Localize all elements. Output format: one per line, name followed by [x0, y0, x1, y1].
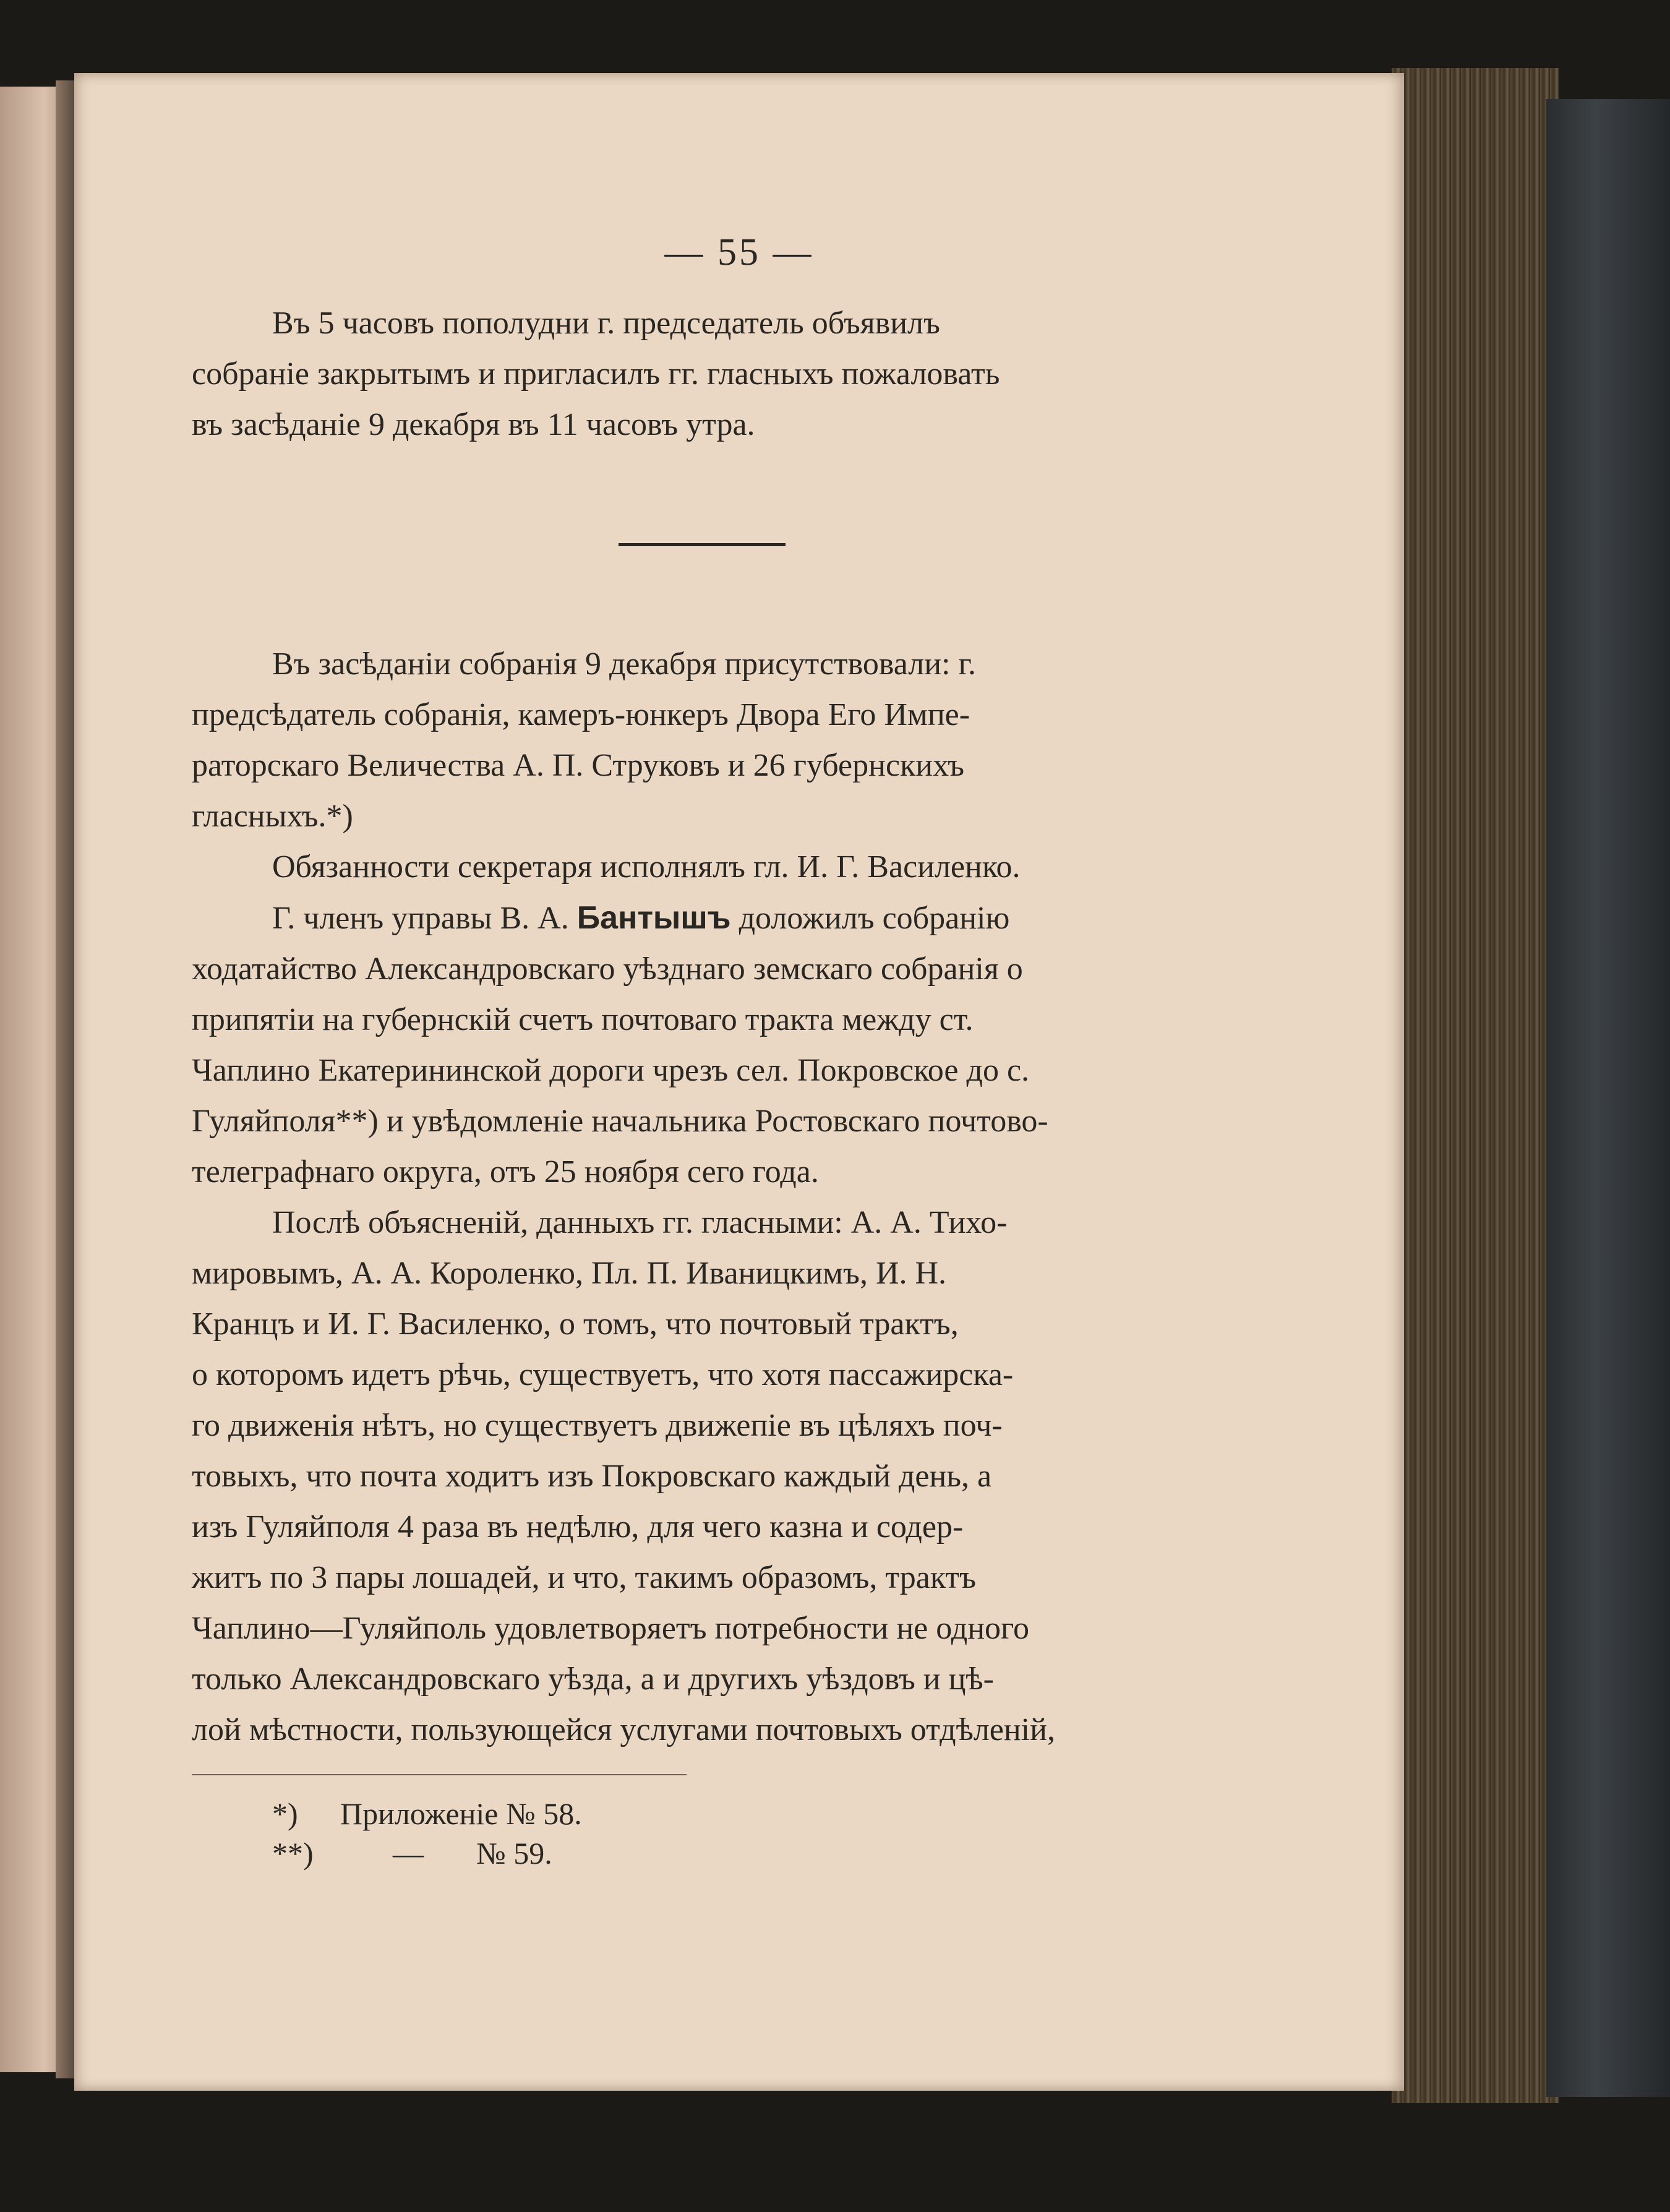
discussion-paragraph [192, 1198, 1287, 1755]
text-line: гласныхъ.*) [192, 799, 353, 834]
text-line: изъ Гуляйполя 4 раза въ недѣлю, для чего казна и содер- [192, 1509, 964, 1545]
footnote-mark: **) [272, 1836, 314, 1871]
page-block-edge [1392, 68, 1559, 2103]
page-number: — 55 — [664, 231, 814, 273]
text-line [192, 893, 1287, 944]
text-line: въ засѣданіе 9 декабря въ 11 часовъ утра. [192, 407, 755, 442]
secretary-paragraph [192, 842, 1287, 893]
text-line: Чаплино—Гуляйполь удовлетворяетъ потребности не одного [192, 1611, 1030, 1646]
member-name: Бантышъ [576, 900, 731, 936]
text-line: ходатайство Александровскаго уѣзднаго земскаго собранія о [192, 951, 1023, 987]
section-gap [192, 546, 1287, 639]
book-cover [1546, 99, 1670, 2097]
text-line: житъ по 3 пары лошадей, и что, такимъ образомъ, трактъ [192, 1560, 977, 1595]
text-line: товыхъ, что почта ходитъ изъ Покровскаго каждый день, а [192, 1459, 992, 1494]
text-line: припятіи на губернскій счетъ почтоваго тракта между ст. [192, 1002, 974, 1037]
text-line: Послѣ объясненій, данныхъ гг. гласными: А. А. Тихо- [272, 1205, 1008, 1240]
footnote-divider [192, 1774, 687, 1775]
text-line: Въ 5 часовъ пополудни г. председатель объявилъ [272, 306, 940, 341]
text-line: лой мѣстности, пользующейся услугами почтовыхъ отдѣленій, [192, 1712, 1055, 1747]
footnote-text: Приложеніе № 58. [340, 1796, 582, 1831]
text-line: только Александровскаго уѣзда, а и другихъ уѣздовъ и цѣ- [192, 1661, 994, 1697]
page-content [192, 231, 1287, 1873]
text-line: мировымъ, А. А. Короленко, Пл. П. Иваницкимъ, И. Н. [192, 1256, 947, 1291]
text-line: телеграфнаго округа, отъ 25 ноября сего года. [192, 1154, 819, 1190]
text-line: Кранцъ и И. Г. Василенко, о томъ, что почтовый трактъ, [192, 1306, 959, 1342]
closing-paragraph [192, 298, 1287, 450]
text-line: Гуляйполя**) и увѣдомленіе начальника Ростовскаго почтово- [192, 1104, 1048, 1139]
footnote-1 [192, 1794, 1287, 1833]
ditto-dash: — [393, 1836, 424, 1871]
text-line: предсѣдатель собранія, камеръ-юнкеръ Двора Его Импе- [192, 697, 970, 732]
text-segment: доложилъ собранію [730, 901, 1010, 936]
text-line: Чаплино Екатерининской дороги чрезъ сел. Покровское до с. [192, 1053, 1030, 1088]
text-line: Въ засѣданіи собранія 9 декабря присутствовали: г. [272, 646, 976, 682]
text-line: раторскаго Величества А. П. Струковъ и 26 губернскихъ [192, 748, 965, 783]
book-page [74, 73, 1404, 2091]
text-line: о которомъ идетъ рѣчь, существуетъ, что хотя пассажирска- [192, 1357, 1014, 1392]
text-segment: Г. членъ управы В. А. [272, 901, 577, 936]
text-line: собраніе закрытымъ и пригласилъ гг. гласныхъ пожаловать [192, 356, 1000, 392]
text-line: го движенія нѣтъ, но существуетъ движепіе въ цѣляхъ поч- [192, 1408, 1003, 1443]
report-paragraph [192, 893, 1287, 1198]
attendance-paragraph [192, 639, 1287, 842]
footnote-mark: *) [272, 1796, 298, 1831]
text-line: Обязанности секретаря исполнялъ гл. И. Г. Василенко. [272, 849, 1021, 885]
footnote-text: № 59. [476, 1836, 552, 1871]
footnote-2 [192, 1833, 1287, 1873]
footnotes [192, 1794, 1287, 1873]
